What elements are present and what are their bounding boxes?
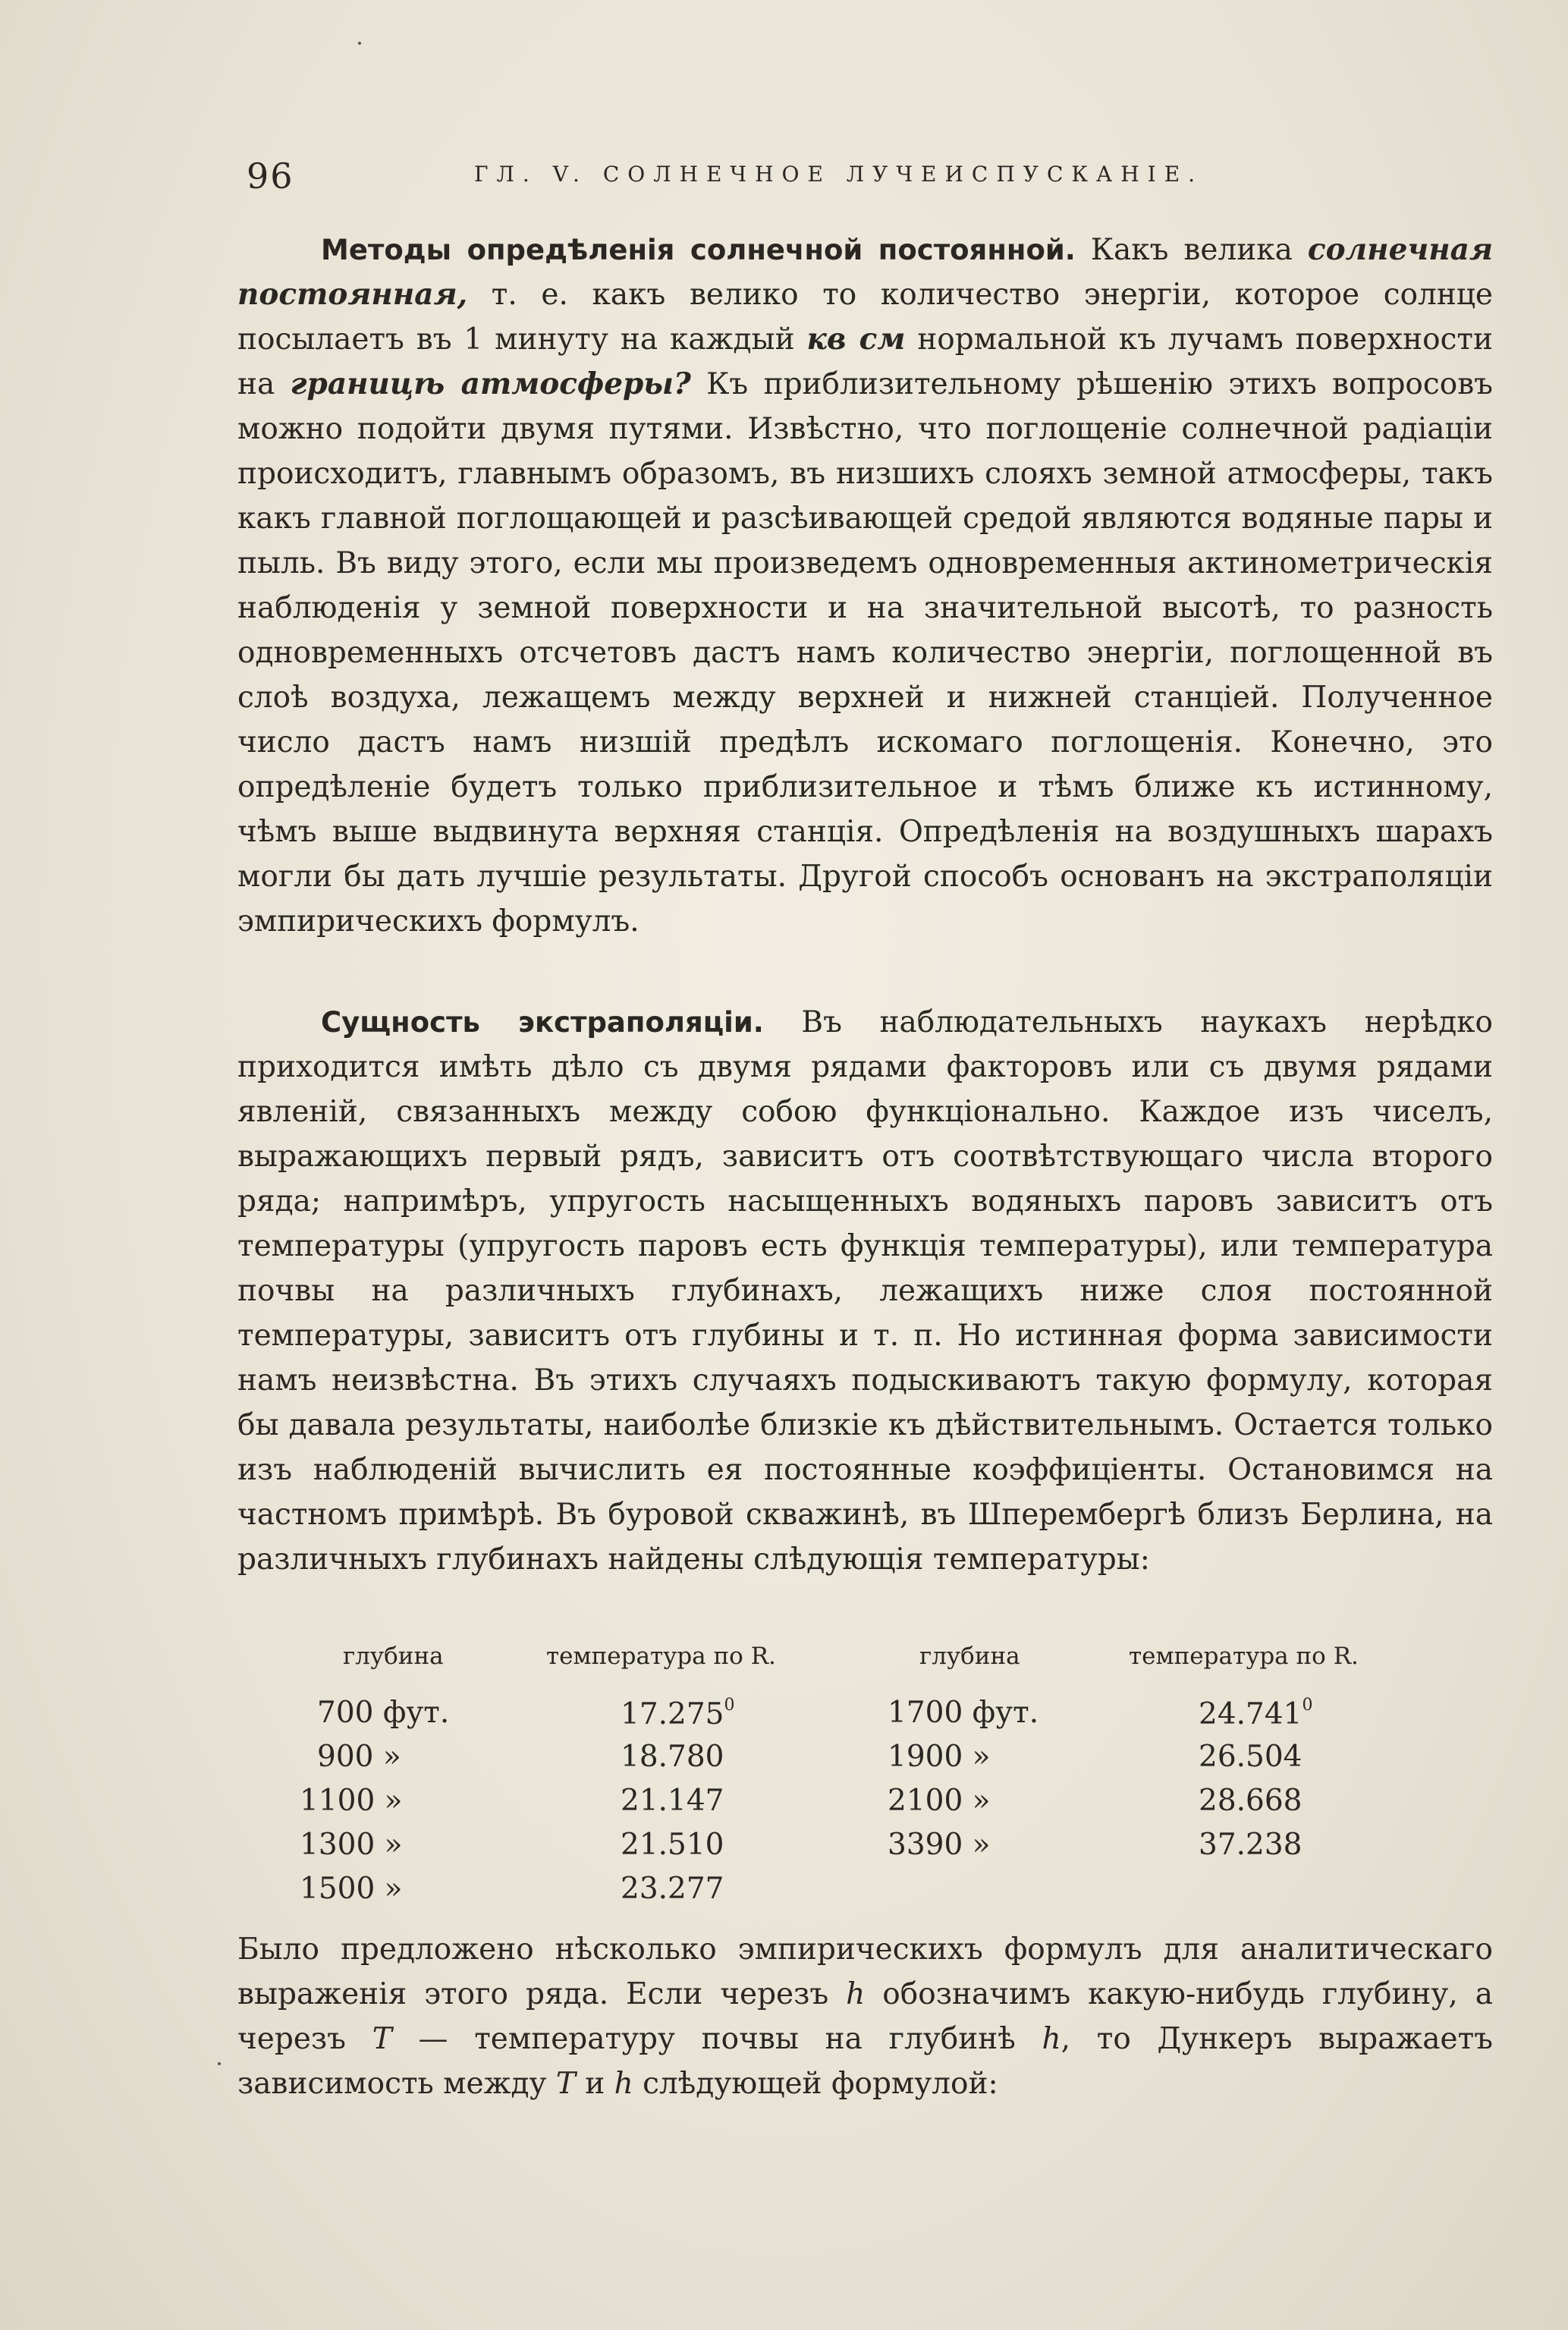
math-variable: T xyxy=(372,2022,392,2056)
table-cell-temp: 37.238 xyxy=(1199,1828,1302,1862)
emphasis-text: солнечная постоянная, xyxy=(237,232,1493,312)
paragraph-text: т. е. какъ велико то количество энергіи, которое солнце посылаетъ въ 1 минуту на каждый xyxy=(237,278,1493,357)
emphasis-text: границѣ атмосферы? xyxy=(290,366,691,401)
table-cell-depth: 2100 » xyxy=(888,1784,991,1818)
paragraph-text: нормальной къ лучамъ поверхности на xyxy=(237,322,1493,401)
table-header: глубина xyxy=(919,1643,1020,1670)
table-cell-temp: 24.741$^0$ xyxy=(1199,1696,1313,1731)
section-heading: Сущность экстраполяціи. xyxy=(321,1006,764,1039)
table-cell-depth: 1500 » xyxy=(300,1872,403,1906)
paragraph-text: — температуру почвы на глубинѣ xyxy=(391,2022,1042,2056)
paragraph-text: обозначимъ какую-нибудь глубину, а черезъ xyxy=(237,1977,1493,2056)
table-cell-depth: 1900 » xyxy=(888,1740,991,1774)
table-cell-depth: 900 » xyxy=(317,1740,401,1774)
section-heading: Методы опредѣленія солнечной постоянной. xyxy=(321,234,1076,266)
running-head: ГЛ. V. СОЛНЕЧНОЕ ЛУЧЕИСПУСКАНІЕ. xyxy=(474,162,1204,187)
paragraph-text: Какъ велика xyxy=(1075,233,1308,267)
paragraph-text: Къ приблизительному рѣшенію этихъ вопросовъ можно подойти двумя путями. Извѣстно, что поглощеніе солнечной радіаціи происходитъ, главнымъ образомъ, въ низшихъ слояхъ земной атмосферы, такъ какъ главной поглощающей и разсѣивающей средой являются водяные пары и пыль. Въ виду этого, если мы произведемъ одновременныя актинометрическія наблюденія у земной поверхности и на значительной высотѣ, то разность одновременныхъ отсчетовъ дастъ намъ количество энергіи, поглощенной въ слоѣ воздуха, лежащемъ между верхней и нижней станціей. Полученное число дастъ намъ низшій предѣлъ искомаго поглощенія. Конечно, это опредѣленіе будетъ только приблизительное и тѣмъ ближе къ истинному, чѣмъ выше выдвинута верхняя станція. Опредѣленія на воздушныхъ шарахъ могли бы дать лучшіе результаты. Другой способъ основанъ на экстраполяціи эмпирическихъ формулъ. xyxy=(237,367,1493,939)
table-cell-temp: 23.277 xyxy=(621,1872,724,1906)
table-cell-temp: 28.668 xyxy=(1199,1784,1302,1818)
math-variable: h xyxy=(846,1977,866,2011)
table-cell-temp: 21.510 xyxy=(621,1828,724,1862)
table-cell-depth: 1700 фут. xyxy=(888,1696,1039,1730)
math-variable: T xyxy=(555,2067,576,2101)
paragraph-formula-intro xyxy=(237,1927,1493,2106)
table-cell-temp: 26.504 xyxy=(1199,1740,1302,1774)
paragraph-text: Въ наблюдательныхъ наукахъ нерѣдко приходится имѣть дѣло съ двумя рядами факторовъ или съ двумя рядами явленій, связанныхъ между собою функціонально. Каждое изъ чиселъ, выражающихъ первый рядъ, зависитъ отъ соотвѣтствующаго числа второго ряда; напримѣръ, упругость насыщенныхъ водяныхъ паровъ зависитъ отъ температуры (упругость паровъ есть функція температуры), или температура почвы на различныхъ глубинахъ, лежащихъ ниже слоя постоянной температуры, зависитъ отъ глубины и т. п. Но истинная форма зависимости намъ неизвѣстна. Въ этихъ случаяхъ подыскиваютъ такую формулу, которая бы давала результаты, наиболѣе близкіе къ дѣйствительнымъ. Остается только изъ наблюденій вычислить ея постоянные коэффиціенты. Остановимся на частномъ примѣрѣ. Въ буровой скважинѣ, въ Шперембергѣ близъ Берлина, на различныхъ глубинахъ найдены слѣдующія температуры: xyxy=(237,1005,1493,1577)
print-speck xyxy=(218,2062,221,2065)
math-variable: h xyxy=(1042,2022,1061,2056)
print-speck xyxy=(358,42,361,45)
table-cell-temp: 18.780 xyxy=(621,1740,724,1774)
table-cell-depth: 1300 » xyxy=(300,1828,403,1862)
paragraph-text: , то Дункеръ выражаетъ зависимость между xyxy=(237,2022,1493,2101)
table-header: температура по R. xyxy=(1129,1643,1359,1670)
paragraph-extrapolation xyxy=(237,1000,1493,1582)
emphasis-text: кв см xyxy=(806,322,906,357)
table-header: глубина xyxy=(343,1643,444,1670)
table-header: температура по R. xyxy=(546,1643,776,1670)
table-cell-temp: 21.147 xyxy=(621,1784,724,1818)
table-cell-depth: 1100 » xyxy=(300,1784,403,1818)
table-cell-temp: 17.275$^0$ xyxy=(621,1696,735,1731)
temperature-table xyxy=(296,1643,1434,1923)
paragraph-solar-constant xyxy=(237,228,1493,944)
paragraph-text: слѣдующей формулой: xyxy=(633,2067,998,2101)
table-cell-depth: 700 фут. xyxy=(317,1696,450,1730)
page-number: 96 xyxy=(247,156,294,197)
table-cell-depth: 3390 » xyxy=(888,1828,991,1862)
paragraph-text: Было предложено нѣсколько эмпирическихъ формулъ для аналитическаго выраженія этого ряда. Если черезъ xyxy=(237,1932,1493,2011)
page-header xyxy=(247,156,1502,201)
math-variable: h xyxy=(614,2067,633,2101)
paragraph-text: и xyxy=(575,2067,614,2101)
